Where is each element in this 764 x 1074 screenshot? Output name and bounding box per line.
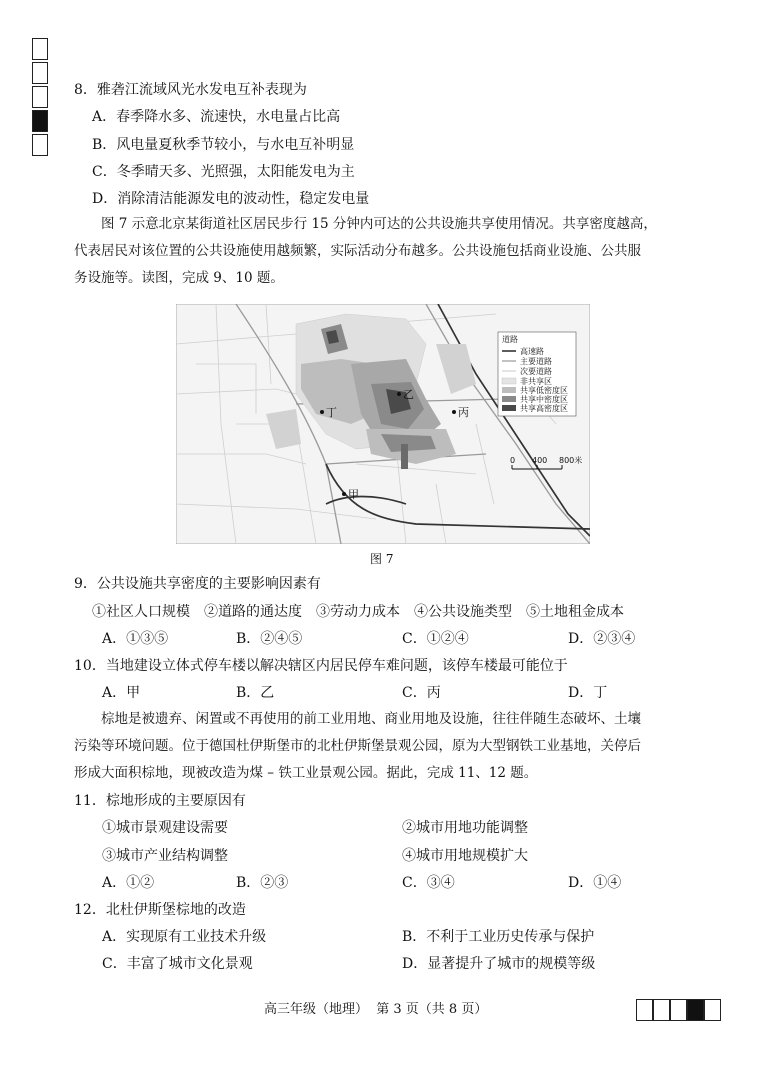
q11-option-d: D．①④ (568, 875, 622, 891)
footer-mark-4 (687, 999, 704, 1021)
side-mark-5 (32, 134, 48, 156)
intro1-line-2: 代表居民对该位置的公共设施使用越频繁，实际活动分布越多。公共设施包括商业设施、公共服 (74, 243, 641, 259)
side-mark-4 (32, 110, 48, 132)
place-label-ding: 丁 (326, 406, 337, 419)
page-footer: 高三年级（地理） 第 3 页（共 8 页） (264, 1002, 488, 1017)
place-label-bing: 丙 (458, 406, 469, 419)
q10-option-b: B．乙 (236, 685, 275, 701)
q12-stem: 12．北杜伊斯堡棕地的改造 (74, 902, 246, 918)
q12-option-d: D．显著提升了城市的规模等级 (402, 956, 596, 972)
legend-item-7: 共享高密度区 (520, 404, 568, 413)
scale-label-800: 800米 (559, 456, 583, 465)
legend-item-1: 高速路 (520, 347, 544, 356)
q8-option-c: C．冬季晴天多、光照强，太阳能发电为主 (92, 164, 355, 180)
q11-option-a: A．①② (102, 875, 155, 891)
scale-label-0: 0 (510, 456, 516, 465)
q10-stem: 10．当地建设立体式停车楼以解决辖区内居民停车难问题，该停车楼最可能位于 (74, 658, 568, 674)
intro2-line-1: 棕地是被遗弃、闲置或不再使用的前工业用地、商业用地及设施，往往伴随生态破坏、土壤 (101, 711, 641, 727)
place-label-yi: 乙 (403, 388, 414, 401)
q8-option-d: D．消除清洁能源发电的波动性，稳定发电量 (92, 191, 370, 207)
side-mark-1 (32, 38, 48, 60)
figure-caption: 图 7 (370, 552, 394, 566)
legend-item-2: 主要道路 (520, 357, 552, 366)
q12-option-b: B．不利于工业历史传承与保护 (402, 929, 595, 945)
q9-option-d: D．②③④ (568, 631, 636, 647)
legend-item-4: 非共享区 (520, 377, 552, 386)
footer-mark-1 (636, 999, 653, 1021)
q12-option-c: C．丰富了城市文化景观 (102, 956, 253, 972)
legend-title: 道路 (502, 335, 518, 344)
q10-option-a: A．甲 (102, 685, 141, 701)
intro2-line-2: 污染等环境问题。位于德国杜伊斯堡市的北杜伊斯堡景观公园，原为大型钢铁工业基地，关停后 (74, 738, 641, 754)
intro-paragraph-2 (74, 706, 682, 787)
side-mark-2 (32, 62, 48, 84)
q12-option-a: A．实现原有工业技术升级 (102, 929, 267, 945)
q9-option-b: B．②④⑤ (236, 631, 303, 647)
side-mark-3 (32, 86, 48, 108)
q11-item-2: ②城市用地功能调整 (402, 820, 528, 836)
footer-mark-5 (704, 999, 721, 1021)
q11-item-3: ③城市产业结构调整 (102, 848, 228, 864)
legend-item-6: 共享中密度区 (520, 395, 568, 404)
q11-option-c: C．③④ (402, 875, 455, 891)
q10-option-d: D．丁 (568, 685, 608, 701)
footer-mark-2 (653, 999, 670, 1021)
map-legend (498, 332, 576, 416)
q9-option-a: A．①③⑤ (102, 631, 169, 647)
q8-option-a: A．春季降水多、流速快，水电量占比高 (92, 109, 341, 125)
scale-label-400: 400 (532, 456, 548, 465)
q9-option-c: C．①②④ (402, 631, 469, 647)
q8-stem: 8．雅砻江流域风光水发电互补表现为 (74, 82, 307, 98)
intro1-line-3: 务设施等。读图，完成 9、10 题。 (74, 270, 284, 286)
legend-item-5: 共享低密度区 (520, 386, 568, 395)
intro-paragraph-1 (74, 211, 682, 292)
figure-7-map (176, 304, 590, 544)
q10-option-c: C．丙 (402, 685, 441, 701)
q11-stem: 11．棕地形成的主要原因有 (74, 793, 246, 809)
intro1-line-1: 图 7 示意北京某街道社区居民步行 15 分钟内可达的公共设施共享使用情况。共享密度越高， (101, 216, 657, 232)
intro2-line-3: 形成大面积棕地，现被改造为煤 – 铁工业景观公园。据此，完成 11、12 题。 (74, 765, 538, 781)
q9-factors: ①社区人口规模 ②道路的通达度 ③劳动力成本 ④公共设施类型 ⑤土地租金成本 (92, 604, 624, 620)
q9-stem: 9．公共设施共享密度的主要影响因素有 (74, 576, 321, 592)
q8-option-b: B．风电量夏秋季节较小，与水电互补明显 (92, 137, 355, 153)
q11-item-4: ④城市用地规模扩大 (402, 848, 528, 864)
legend-item-3: 次要道路 (520, 367, 552, 376)
footer-mark-3 (670, 999, 687, 1021)
q11-item-1: ①城市景观建设需要 (102, 820, 228, 836)
place-label-jia: 甲 (348, 488, 359, 501)
q11-option-b: B．②③ (236, 875, 289, 891)
